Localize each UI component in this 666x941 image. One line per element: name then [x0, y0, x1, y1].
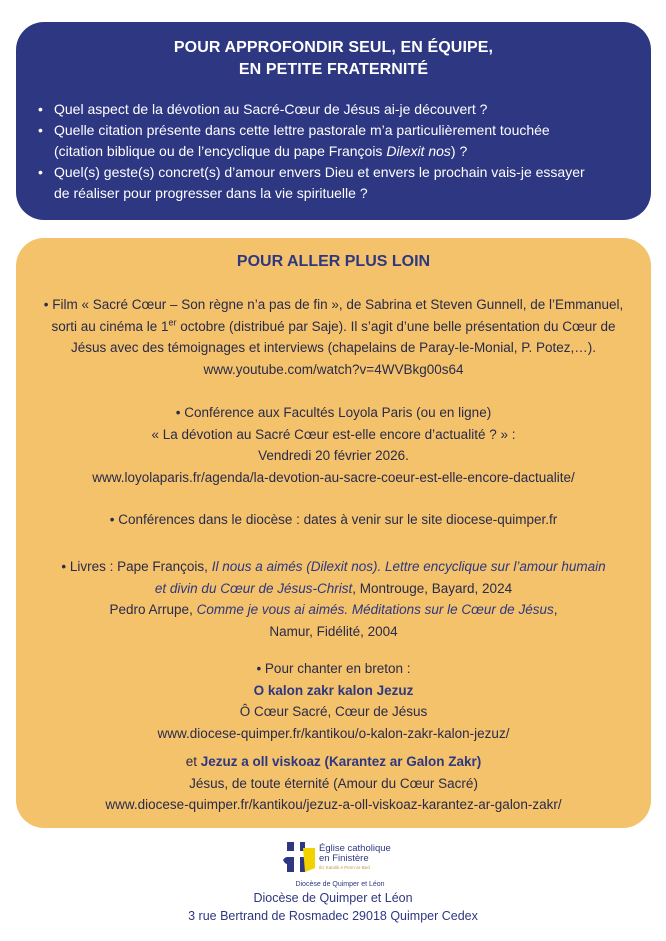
books-block: • Livres : Pape François, Il nous a aimés (Dilexit nos). Lettre encyclique sur l’amour humain et divin du Cœur de Jésus-Christ, Montrouge, Bayard, 2024 Pedro Arrupe, Comme je vous ai aimés. Méditations sur le Cœur de Jésus, Namur, Fidélité, 2004	[61, 559, 606, 639]
song2-title: Jezuz a oll viskoaz (Karantez ar Galon Zakr)	[200, 754, 482, 769]
list-item: • Quel aspect de la dévotion au Sacré-Cœur de Jésus ai-je découvert ?	[38, 101, 488, 117]
song1-title: O kalon zakr kalon Jezuz	[253, 682, 414, 698]
reflection-title: POUR APPROFONDIR SEUL, EN ÉQUIPE, EN PETITE FRATERNITÉ	[173, 39, 494, 78]
diocese-address: 3 rue Bertrand de Rosmadec 29018 Quimper Cedex	[188, 909, 478, 923]
list-item: • Quel(s) geste(s) concret(s) d’amour envers Dieu et envers le prochain vais-je essayer de réaliser pour progresser dans la vie spirituelle ?	[38, 164, 585, 201]
list-item: • Quelle citation présente dans cette lettre pastorale m’a particulièrement touchée (citation biblique ou de l’encyclique du pape François Dilexit nos) ?	[38, 122, 550, 159]
further-resources-panel	[16, 238, 651, 828]
diocese-name: Diocèse de Quimper et Léon	[253, 891, 413, 905]
song2-link[interactable]: www.diocese-quimper.fr/kantikou/jezuz-a-oll-viskoaz-karantez-ar-galon-zakr/	[105, 797, 562, 812]
diocese-logo: Église catholique en Finistère Iliz Katolik e Penn-ar-Bed Diocèse de Quimper et Léon	[281, 838, 399, 890]
conference-link[interactable]: www.loyolaparis.fr/agenda/la-devotion-au-sacre-coeur-est-elle-encore-dactualite/	[92, 469, 575, 485]
diocese-conference-block: • Conférences dans le diocèse : dates à venir sur le site diocese-quimper.fr	[109, 512, 558, 527]
question-list	[36, 99, 623, 204]
resources-title: POUR ALLER PLUS LOIN	[236, 253, 431, 270]
reflection-questions-panel	[16, 22, 651, 220]
film-link[interactable]: www.youtube.com/watch?v=4WVBkg00s64	[203, 361, 464, 377]
conference-block: • Conférence aux Facultés Loyola Paris (ou en ligne) « La dévotion au Sacré Cœur est-elle encore d’actualité ? » : Vendredi 20 février 2026. www.loyolaparis.fr/agenda/la-devotion-au-sacre-coeur-est-elle-encore-dactualite/	[16, 402, 651, 488]
film-block: • Film « Sacré Cœur – Son règne n’a pas de fin », de Sabrina et Steven Gunnell, de l’Emmanuel, sorti au cinéma le 1er octobre (distribué par Saje). Il s’agit d’une belle présentation du Cœur de Jésus avec des témoignages et interviews (chapelains de Paray-le-Monial, P. Potez,…). www.youtube.com/watch?v=4WVBkg00s64	[16, 294, 651, 380]
song1-link[interactable]: www.diocese-quimper.fr/kantikou/o-kalon-zakr-kalon-jezuz/	[157, 725, 510, 741]
songs-block: • Pour chanter en breton : O kalon zakr kalon Jezuz Ô Cœur Sacré, Cœur de Jésus www.diocese-quimper.fr/kantikou/o-kalon-zakr-kalon-jezuz/ et Jezuz a oll viskoaz (Karantez ar Galon Zakr) Jésus, de toute éternité (Amour du Cœur Sacré) www.diocese-quimper.fr/kantikou/jezuz-a-oll-viskoaz-karantez-ar-galon-zakr/	[16, 658, 651, 816]
